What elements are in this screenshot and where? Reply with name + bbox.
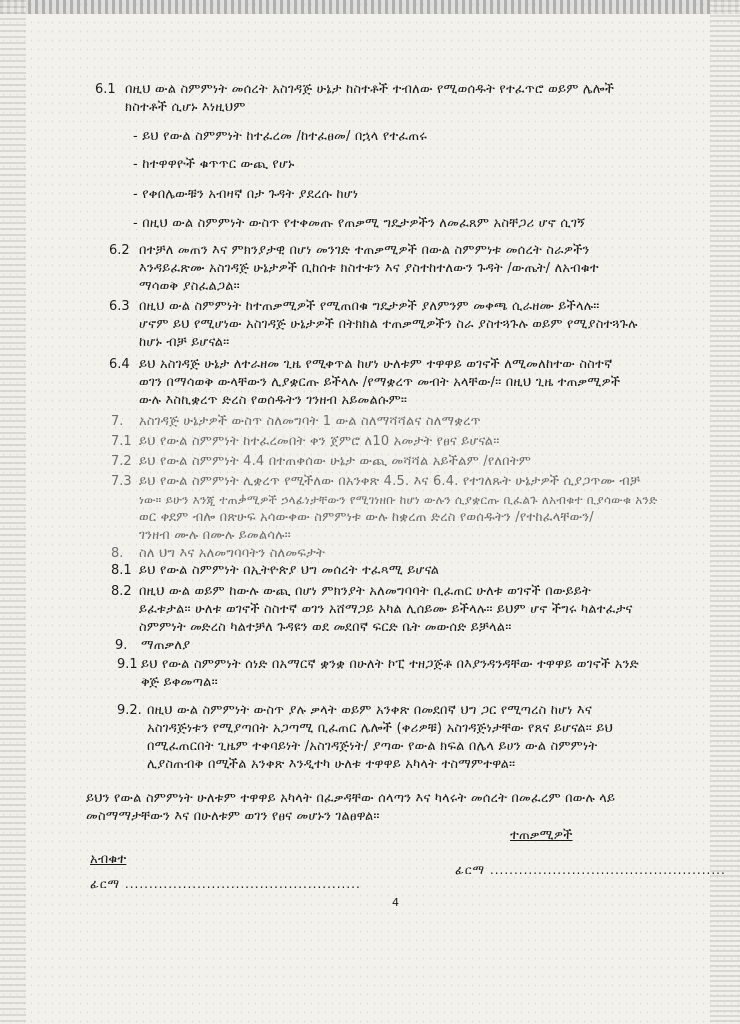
- party-label-left: አብቁተ: [90, 852, 127, 867]
- bullet-item: - የቀበሌውቹን አብዛኛ በታ ጉዳት ያደረሱ ከሆነ: [133, 187, 359, 202]
- text-line: መስማማታቸውን እና በሁለቱም ወገን የፀና መሆኑን ገልፀዋል።: [86, 809, 380, 824]
- scan-top-edge: [0, 0, 740, 14]
- text-line: በዚህ ውል ስምምነት ውስጥ ያሉ ቃላት ወይም አንቀጽ በመደበኛ ህግ ጋር የሚጣረስ ከሆነ እና: [147, 703, 592, 718]
- section-heading: ስለ ህግ እና አለመግባባትን ስለመፍታት: [139, 546, 326, 561]
- bullet-item: - ከተዋዋዮች ቁጥጥር ውጪ የሆኑ: [133, 157, 295, 172]
- section-number: 7.: [111, 414, 124, 429]
- section-number: 6.3: [109, 299, 130, 314]
- section-number: 8.1: [111, 563, 132, 578]
- text-line: ቅጅ ይቀመጣል።: [141, 675, 218, 690]
- text-line: ክስተቶች ሲሆኑ እነዚህም: [125, 100, 246, 115]
- text-line: ወር ቀደም ብሎ በጽሁፍ አሳውቀው ስምምነቱ ውሉ ከቋረጠ ድረስ የወሰዱትን /የተከፈላቸውን/: [139, 510, 594, 525]
- text-line: ከሆኑ ብቻ ይሆናል።: [139, 335, 230, 350]
- signature-line-left: ፊርማ .................................................: [90, 877, 361, 891]
- section-number: 6.1: [95, 82, 116, 97]
- text-line: ማሳወቅ ያስፈልጋል።: [139, 279, 240, 294]
- section-number: 6.4: [109, 357, 130, 372]
- section-number: 8.2: [111, 584, 132, 599]
- scan-left-edge: [0, 0, 26, 1024]
- text-line: ይፈቱታል። ሁለቱ ወገኖች ስስተኛ ወገን አሸማጋይ አካል ሊሰይሙ ይችላሉ። ይህም ሆኖ ችግሩ ካልተፈታና: [139, 602, 633, 617]
- text-line: ይህ የውል ስምምነት 4.4 በተጠቀሰው ሁኔታ ውጪ መሻሻል አይችልም /የለበትም: [139, 454, 532, 469]
- text-line: ውሉ እስኪቋረጥ ድረስ የወሰዱትን ገንዘብ አይመልሱም።: [139, 393, 408, 408]
- section-number: 7.3: [111, 474, 132, 489]
- text-line: ይህ የውል ስምምነት ሊቋረጥ የሚችለው በአንቀጽ 4.5. እና 6.4. የተገለጹት ሁኔታዎች ሲያጋጥሙ ብቻ: [139, 474, 641, 489]
- text-line: ነው። ይሁን እንጂ ተጠቃሚዎች ኃላፊነታቸውን የሚገነዘቡ ከሆነ ውሉን ሲያቋርጡ ቢፈልጉ ለአብቁተ ቢያሳውቁ አንድ: [139, 493, 658, 507]
- text-line: ይህ የውል ስምምነት ከተፈረመበት ቀን ጀምሮ ለ10 አመታት የፀና ይሆናል።: [139, 434, 500, 449]
- text-line: ይህ የውል ስምምነት በኢትዮጵያ ህግ መሰረት ተፈጻሚ ይሆናል: [139, 563, 440, 578]
- text-line: ይህ አስገዳጅ ሁኔታ ለተራዘመ ጊዜ የሚቀጥል ከሆነ ሁለቱም ተዋዋይ ወገኖች ለሚመለከተው ስስተኛ: [139, 357, 613, 372]
- section-heading: ማጠቃለያ: [141, 638, 191, 653]
- text-line: ሆኖም ይህ የሚሆነው አስገዳጅ ሁኔታዎች በትክክል ተጠቃሚዎችን ስራ ያስተጓጉሉ ወይም የሚያስተጓጉሉ: [139, 317, 638, 332]
- text-line: እንዳይፈጽሙ አስገዳጅ ሁኔታዎች ቢከሰቱ ክስተቱን እና ያስተከተለውን ጉዳት /ውጤት/ ለአብቁተ: [139, 261, 599, 276]
- section-number: 8.: [111, 546, 124, 561]
- text-line: በሚፈጠርበት ጊዜም ተቀባይነት /አስገዳጅነት/ ያጣው የውል ክፍል በሌላ ይሀን ውል ስምምነት: [147, 739, 598, 754]
- text-line: በዚህ ውል ወይም ከውሉ ውጪ በሆነ ምክንያት አለመግባባት ቢፈጠር ሁለቱ ወገኖች በውይይት: [139, 584, 591, 599]
- text-line: ይህን የውል ስምምነት ሁለቱም ተዋዋይ አካላት በፈቃዳቸው ሰላጣን እና ካላሩት መሰረት በመፈረም በውሉ ላይ: [86, 791, 616, 806]
- section-number: 9.2.: [117, 703, 142, 718]
- text-line: አስገዳጅነቱን የሚያጣበት አጋጣሚ ቢፈጠር ሌሎች (ቀሪዎቹ) አስገዳጅነታቸው የጸና ይሆናል። ይህ: [147, 721, 613, 736]
- text-line: ስምምነት መድረስ ካልተቻለ ጉዳዩን ወደ መደበኛ ፍርድ ቤት መውሰድ ይቻላል።: [139, 620, 512, 635]
- page-number: 4: [392, 896, 399, 909]
- section-number: 7.1: [111, 434, 132, 449]
- section-number: 7.2: [111, 454, 132, 469]
- text-line: ይህ የውል ስምምነት ሰነድ በአማርኛ ቋንቋ በሁለት ኮፒ ተዘጋጅቶ በእያንዳንዳቸው ተዋዋይ ወገኖች አንድ: [141, 657, 639, 672]
- bullet-item: - በዚህ ውል ስምምነት ውስጥ የተቀመጡ የጠቃሚ ግዴታዎችን ለመፈጸም አስቸጋሪ ሆኖ ሲገኝ: [133, 216, 586, 231]
- signature-line-right: ፊርማ .................................................: [455, 863, 726, 877]
- text-line: ሊያስጠብቅ በሚችል አንቀጽ እንዲተካ ሁለቱ ተዋዋይ አካላት ተስማምተዋል።: [147, 757, 516, 772]
- text-line: ወገን በማሳወቅ ውላቸውን ሊያቋርጡ ይችላሉ /የማቋረጥ መብት አላቸው/። በዚህ ጊዜ ተጠቃሚዎች: [139, 375, 621, 390]
- section-number: 6.2: [109, 243, 130, 258]
- text-line: በዚህ ውል ስምምነት ከተጠቃሚዎች የሚጠበቁ ግዴታዎች ያለምንም መቀጫ ሲራዘሙ ይችላሉ።: [139, 299, 600, 314]
- bullet-item: - ይህ የውል ስምምነት ከተፈረመ /ከተፈፀመ/ በኋላ የተፈጠሩ: [133, 129, 427, 144]
- party-label-right: ተጠቃሚዎች: [510, 828, 573, 843]
- section-heading: አስገዳጅ ሁኔታዎች ውስጥ ስለመግባት 1 ውል ስለማሻሻልና ስለማቋረጥ: [139, 414, 481, 429]
- text-line: በዚህ ውል ስምምነት መሰረት አስገዳጅ ሁኔታ ከስተቶች ተብለው የሚወሰዱት የተፈጥሮ ወይም ሌሎች: [125, 82, 615, 97]
- section-number: 9.1: [117, 657, 138, 672]
- section-number: 9.: [115, 638, 128, 653]
- text-line: ገንዘብ ሙሉ በሙሉ ይመልሳሉ።: [139, 528, 291, 543]
- text-line: በተቻለ መጠን እና ምክንያታዊ በሆነ መንገድ ተጠቃሚዎች በውል ስምምነቱ መሰረት ስራዎችን: [139, 243, 590, 258]
